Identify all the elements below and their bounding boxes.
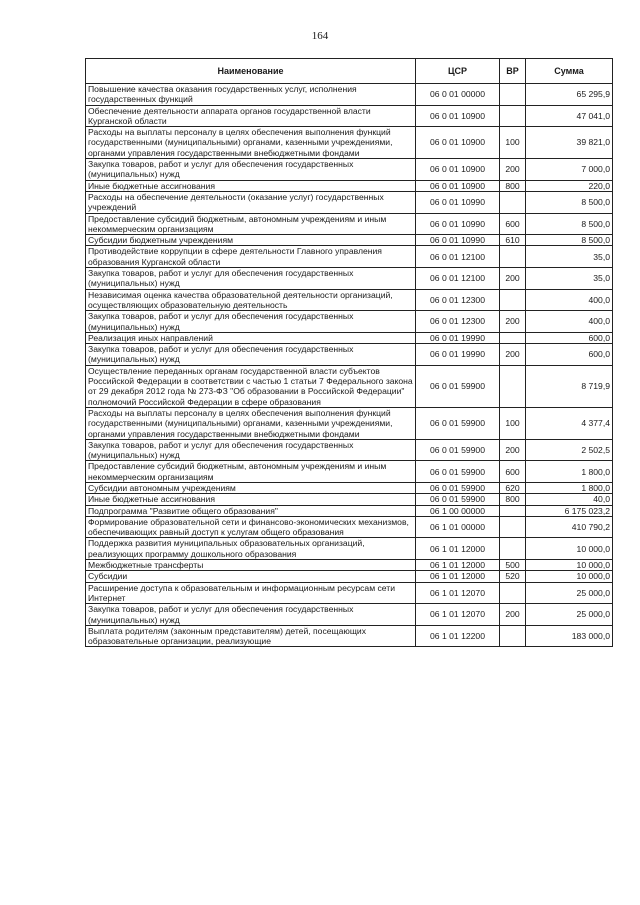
cell-vr bbox=[500, 105, 526, 127]
cell-vr: 800 bbox=[500, 494, 526, 505]
cell-name: Иные бюджетные ассигнования bbox=[86, 494, 416, 505]
table-row bbox=[86, 625, 613, 647]
cell-sum: 183 000,0 bbox=[526, 625, 613, 647]
cell-name: Поддержка развития муниципальных образовательных организаций, реализующих программу дошкольного образования bbox=[86, 538, 416, 560]
cell-vr: 520 bbox=[500, 571, 526, 582]
table-row bbox=[86, 332, 613, 343]
cell-name: Повышение качества оказания государственных услуг, исполнения государственных функций bbox=[86, 84, 416, 106]
cell-sum: 8 500,0 bbox=[526, 191, 613, 213]
cell-vr: 200 bbox=[500, 268, 526, 290]
cell-sum: 65 295,9 bbox=[526, 84, 613, 106]
table-row bbox=[86, 494, 613, 505]
cell-sum: 25 000,0 bbox=[526, 582, 613, 604]
table-header-row bbox=[86, 59, 613, 84]
cell-csr: 06 1 01 12200 bbox=[416, 625, 500, 647]
table-body bbox=[86, 84, 613, 647]
cell-sum: 47 041,0 bbox=[526, 105, 613, 127]
cell-vr: 100 bbox=[500, 407, 526, 439]
cell-vr bbox=[500, 516, 526, 538]
cell-vr bbox=[500, 332, 526, 343]
cell-sum: 8 719,9 bbox=[526, 365, 613, 407]
table-row bbox=[86, 268, 613, 290]
table-row bbox=[86, 180, 613, 191]
cell-sum: 600,0 bbox=[526, 332, 613, 343]
cell-name: Закупка товаров, работ и услуг для обеспечения государственных (муниципальных) нужд bbox=[86, 268, 416, 290]
cell-sum: 1 800,0 bbox=[526, 461, 613, 483]
table-row bbox=[86, 560, 613, 571]
cell-sum: 600,0 bbox=[526, 344, 613, 366]
budget-table bbox=[85, 58, 613, 647]
cell-sum: 4 377,4 bbox=[526, 407, 613, 439]
table-row bbox=[86, 482, 613, 493]
page-number: 164 bbox=[311, 30, 329, 42]
cell-csr: 06 0 01 59900 bbox=[416, 494, 500, 505]
cell-vr: 620 bbox=[500, 482, 526, 493]
table-row bbox=[86, 538, 613, 560]
table-row bbox=[86, 84, 613, 106]
cell-vr bbox=[500, 191, 526, 213]
cell-csr: 06 0 01 59900 bbox=[416, 407, 500, 439]
cell-csr: 06 0 01 00000 bbox=[416, 84, 500, 106]
cell-vr: 800 bbox=[500, 180, 526, 191]
cell-csr: 06 0 01 59900 bbox=[416, 482, 500, 493]
cell-vr bbox=[500, 246, 526, 268]
cell-name: Закупка товаров, работ и услуг для обеспечения государственных (муниципальных) нужд bbox=[86, 604, 416, 626]
table-row bbox=[86, 604, 613, 626]
cell-vr bbox=[500, 289, 526, 311]
cell-csr: 06 0 01 12300 bbox=[416, 311, 500, 333]
cell-name: Предоставление субсидий бюджетным, автономным учреждениям и иным некоммерческим организациям bbox=[86, 213, 416, 235]
table-row bbox=[86, 505, 613, 516]
cell-csr: 06 0 01 10900 bbox=[416, 159, 500, 181]
cell-vr: 500 bbox=[500, 560, 526, 571]
table-row bbox=[86, 289, 613, 311]
cell-name: Расходы на обеспечение деятельности (оказание услуг) государственных учреждений bbox=[86, 191, 416, 213]
cell-vr: 610 bbox=[500, 235, 526, 246]
header-sum: Сумма bbox=[526, 59, 613, 84]
cell-vr: 600 bbox=[500, 213, 526, 235]
table-row bbox=[86, 571, 613, 582]
cell-name: Независимая оценка качества образовательной деятельности организаций, осуществляющих образовательную деятельность bbox=[86, 289, 416, 311]
cell-sum: 40,0 bbox=[526, 494, 613, 505]
cell-sum: 10 000,0 bbox=[526, 538, 613, 560]
cell-csr: 06 0 01 19990 bbox=[416, 332, 500, 343]
table-row bbox=[86, 365, 613, 407]
cell-csr: 06 0 01 10900 bbox=[416, 105, 500, 127]
cell-csr: 06 1 01 12000 bbox=[416, 571, 500, 582]
cell-name: Расходы на выплаты персоналу в целях обеспечения выполнения функций государственными (муниципальными) органами, казенными учреждениями, органами управления государственными внебюджетными фондами bbox=[86, 407, 416, 439]
cell-sum: 1 800,0 bbox=[526, 482, 613, 493]
header-vr: ВР bbox=[500, 59, 526, 84]
table-row bbox=[86, 191, 613, 213]
cell-name: Закупка товаров, работ и услуг для обеспечения государственных (муниципальных) нужд bbox=[86, 439, 416, 461]
cell-name: Расширение доступа к образовательным и информационным ресурсам сети Интернет bbox=[86, 582, 416, 604]
cell-vr bbox=[500, 84, 526, 106]
cell-name: Реализация иных направлений bbox=[86, 332, 416, 343]
cell-csr: 06 0 01 12300 bbox=[416, 289, 500, 311]
cell-name: Выплата родителям (законным представителям) детей, посещающих образовательные организации, реализующие bbox=[86, 625, 416, 647]
cell-csr: 06 1 01 12000 bbox=[416, 538, 500, 560]
header-csr: ЦСР bbox=[416, 59, 500, 84]
cell-sum: 400,0 bbox=[526, 289, 613, 311]
cell-sum: 39 821,0 bbox=[526, 127, 613, 159]
cell-csr: 06 0 01 12100 bbox=[416, 268, 500, 290]
cell-csr: 06 0 01 59900 bbox=[416, 461, 500, 483]
cell-name: Субсидии бюджетным учреждениям bbox=[86, 235, 416, 246]
cell-csr: 06 1 01 00000 bbox=[416, 516, 500, 538]
cell-vr bbox=[500, 365, 526, 407]
cell-csr: 06 0 01 59900 bbox=[416, 439, 500, 461]
cell-name: Подпрограмма "Развитие общего образования" bbox=[86, 505, 416, 516]
cell-vr bbox=[500, 538, 526, 560]
cell-csr: 06 0 01 10990 bbox=[416, 235, 500, 246]
table-row bbox=[86, 127, 613, 159]
table-row bbox=[86, 159, 613, 181]
cell-sum: 35,0 bbox=[526, 246, 613, 268]
cell-name: Иные бюджетные ассигнования bbox=[86, 180, 416, 191]
table-row bbox=[86, 105, 613, 127]
cell-csr: 06 0 01 59900 bbox=[416, 365, 500, 407]
cell-sum: 10 000,0 bbox=[526, 560, 613, 571]
cell-vr: 600 bbox=[500, 461, 526, 483]
table-row bbox=[86, 461, 613, 483]
cell-name: Субсидии автономным учреждениям bbox=[86, 482, 416, 493]
cell-sum: 25 000,0 bbox=[526, 604, 613, 626]
cell-name: Закупка товаров, работ и услуг для обеспечения государственных (муниципальных) нужд bbox=[86, 344, 416, 366]
table-row bbox=[86, 311, 613, 333]
cell-name: Закупка товаров, работ и услуг для обеспечения государственных (муниципальных) нужд bbox=[86, 159, 416, 181]
cell-name: Обеспечение деятельности аппарата органов государственной власти Курганской области bbox=[86, 105, 416, 127]
cell-sum: 6 175 023,2 bbox=[526, 505, 613, 516]
cell-vr bbox=[500, 582, 526, 604]
cell-sum: 7 000,0 bbox=[526, 159, 613, 181]
cell-sum: 8 500,0 bbox=[526, 235, 613, 246]
cell-csr: 06 0 01 19990 bbox=[416, 344, 500, 366]
header-name: Наименование bbox=[86, 59, 416, 84]
table-row bbox=[86, 516, 613, 538]
cell-csr: 06 1 01 12070 bbox=[416, 582, 500, 604]
cell-vr bbox=[500, 505, 526, 516]
cell-sum: 2 502,5 bbox=[526, 439, 613, 461]
cell-name: Межбюджетные трансферты bbox=[86, 560, 416, 571]
cell-name: Предоставление субсидий бюджетным, автономным учреждениям и иным некоммерческим организациям bbox=[86, 461, 416, 483]
cell-vr: 200 bbox=[500, 344, 526, 366]
cell-sum: 220,0 bbox=[526, 180, 613, 191]
cell-name: Расходы на выплаты персоналу в целях обеспечения выполнения функций государственными (муниципальными) органами, казенными учреждениями, органами управления государственными внебюджетными фондами bbox=[86, 127, 416, 159]
cell-sum: 8 500,0 bbox=[526, 213, 613, 235]
cell-csr: 06 1 01 12000 bbox=[416, 560, 500, 571]
cell-csr: 06 0 01 12100 bbox=[416, 246, 500, 268]
cell-sum: 10 000,0 bbox=[526, 571, 613, 582]
cell-csr: 06 0 01 10900 bbox=[416, 127, 500, 159]
cell-vr: 200 bbox=[500, 311, 526, 333]
cell-csr: 06 1 00 00000 bbox=[416, 505, 500, 516]
cell-vr: 100 bbox=[500, 127, 526, 159]
cell-csr: 06 0 01 10900 bbox=[416, 180, 500, 191]
table-row bbox=[86, 246, 613, 268]
cell-csr: 06 0 01 10990 bbox=[416, 191, 500, 213]
cell-sum: 410 790,2 bbox=[526, 516, 613, 538]
cell-vr: 200 bbox=[500, 439, 526, 461]
cell-vr: 200 bbox=[500, 604, 526, 626]
cell-name: Формирование образовательной сети и финансово-экономических механизмов, обеспечивающих равный доступ к услугам общего образования bbox=[86, 516, 416, 538]
table-row bbox=[86, 582, 613, 604]
table-row bbox=[86, 439, 613, 461]
cell-vr: 200 bbox=[500, 159, 526, 181]
cell-name: Противодействие коррупции в сфере деятельности Главного управления образования Курганской области bbox=[86, 246, 416, 268]
cell-name: Закупка товаров, работ и услуг для обеспечения государственных (муниципальных) нужд bbox=[86, 311, 416, 333]
table-row bbox=[86, 407, 613, 439]
table-row bbox=[86, 344, 613, 366]
table-row bbox=[86, 213, 613, 235]
cell-csr: 06 0 01 10990 bbox=[416, 213, 500, 235]
cell-sum: 400,0 bbox=[526, 311, 613, 333]
cell-vr bbox=[500, 625, 526, 647]
cell-name: Субсидии bbox=[86, 571, 416, 582]
table-row bbox=[86, 235, 613, 246]
cell-csr: 06 1 01 12070 bbox=[416, 604, 500, 626]
cell-sum: 35,0 bbox=[526, 268, 613, 290]
cell-name: Осуществление переданных органам государственной власти субъектов Российской Федерации в соответствии с частью 1 статьи 7 Федерального закона от 29 декабря 2012 года № 273-ФЗ "Об образовании в Российской Федерации" полномочий Российской Федерации в сфере образования bbox=[86, 365, 416, 407]
